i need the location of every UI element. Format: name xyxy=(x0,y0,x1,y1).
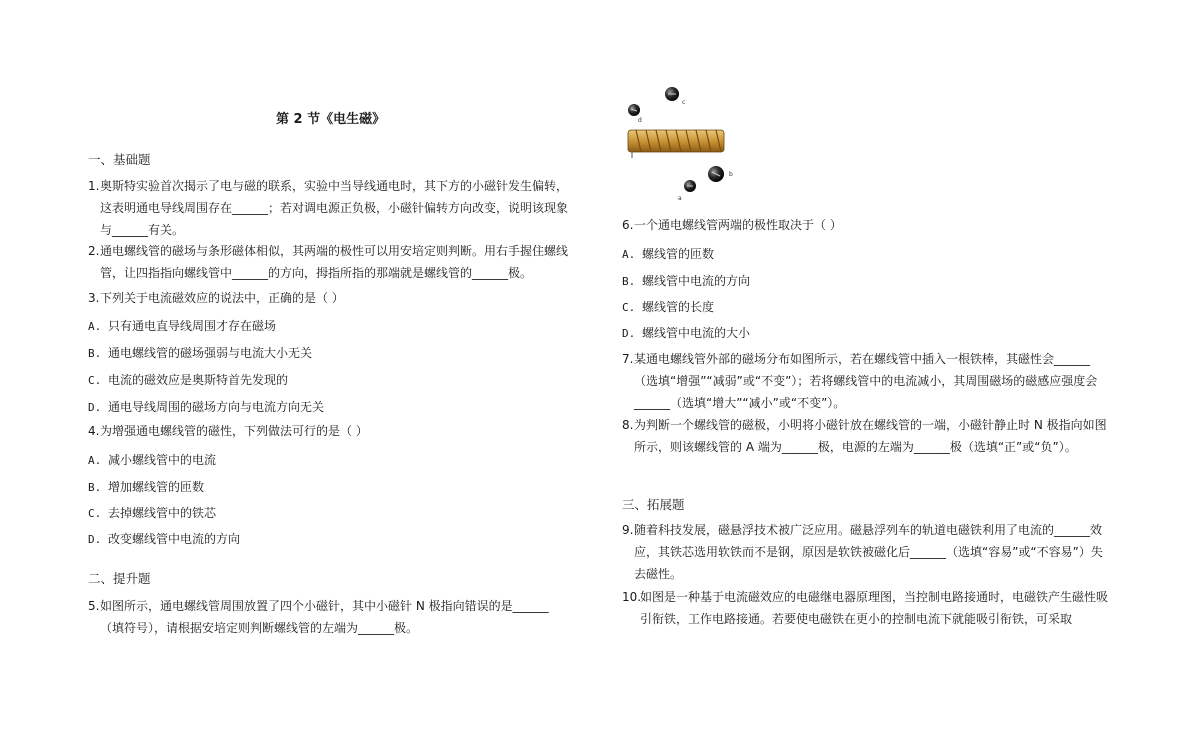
option-b: B. 增加螺线管的匝数 xyxy=(88,480,205,494)
question-text: 如图是一种基于电流磁效应的电磁继电器原理图，当控制电路接通时，电磁铁产生磁性吸引衔铁，工作电路接通。若要使电磁铁在更小的控制电流下就能吸引衔铁，可采取 xyxy=(640,590,1109,626)
question-6 xyxy=(622,214,1112,236)
question-8 xyxy=(622,414,1112,458)
page-title: 第 2 节《电生磁》 xyxy=(276,112,386,127)
question-text: 奥斯特实验首次揭示了电与磁的联系，实验中当导线通电时，其下方的小磁针发生偏转，这表明通电导线周围存在______；若对调电源正负极，小磁针偏转方向改变，说明该现象与______有关。 xyxy=(100,179,569,237)
question-7 xyxy=(622,348,1112,414)
solenoid-figure xyxy=(622,82,752,202)
question-number: 10. xyxy=(622,590,642,604)
question-number: 3. xyxy=(88,291,100,305)
option-c: C. 螺线管的长度 xyxy=(622,300,715,314)
question-number: 9. xyxy=(622,523,634,537)
needle-label-b: b xyxy=(729,171,733,178)
question-text: 如图所示，通电螺线管周围放置了四个小磁针，其中小磁针 N 极指向错误的是______（填符号），请根据安培定则判断螺线管的左端为______极。 xyxy=(100,599,549,635)
option-d: D. 螺线管中电流的大小 xyxy=(622,326,751,340)
question-number: 2. xyxy=(88,244,100,258)
option-d: D. 改变螺线管中电流的方向 xyxy=(88,532,241,546)
compass-needle-a xyxy=(678,180,696,202)
question-number: 1. xyxy=(88,179,100,193)
question-4 xyxy=(88,420,568,442)
question-number: 7. xyxy=(622,352,634,366)
section-extended: 三、拓展题 xyxy=(622,497,685,512)
question-text: 随着科技发展，磁悬浮技术被广泛应用。磁悬浮列车的轨道电磁铁利用了电流的______效应，其铁芯选用软铁而不是钢，原因是软铁被磁化后______（选填“容易”或“不容易”）失去磁性。 xyxy=(634,523,1103,581)
question-9 xyxy=(622,519,1112,585)
question-text: 下列关于电流磁效应的说法中，正确的是（ ） xyxy=(100,291,344,305)
question-text: 某通电螺线管外部的磁场分布如图所示，若在螺线管中插入一根铁棒，其磁性会______（选填“增强”“减弱”或“不变”）；若将螺线管中的电流减小，其周围磁场的磁感应强度会______（选填“增大”“减小”或“不变”）。 xyxy=(634,352,1098,410)
question-number: 4. xyxy=(88,424,100,438)
compass-needle-c xyxy=(665,87,685,106)
option-c: C. 电流的磁效应是奥斯特首先发现的 xyxy=(88,373,289,387)
option-d: D. 通电导线周围的磁场方向与电流方向无关 xyxy=(88,400,325,414)
question-2 xyxy=(88,240,568,284)
option-c: C. 去掉螺线管中的铁芯 xyxy=(88,506,217,520)
question-text: 为判断一个螺线管的磁极，小明将小磁针放在螺线管的一端，小磁针静止时 N 极指向如图所示，则该螺线管的 A 端为______极，电源的左端为______极（选填“正”或“负”）。 xyxy=(634,418,1107,454)
question-1 xyxy=(88,175,568,241)
compass-needle-d xyxy=(628,104,642,124)
question-text: 一个通电螺线管两端的极性取决于（ ） xyxy=(634,218,842,232)
question-number: 6. xyxy=(622,218,634,232)
section-advanced: 二、提升题 xyxy=(88,571,151,586)
option-b: B. 通电螺线管的磁场强弱与电流大小无关 xyxy=(88,346,313,360)
option-a: A. 减小螺线管中的电流 xyxy=(88,453,217,467)
question-5 xyxy=(88,595,568,639)
question-number: 8. xyxy=(622,418,634,432)
question-text: 通电螺线管的磁场与条形磁体相似，其两端的极性可以用安培定则判断。用右手握住螺线管，让四指指向螺线管中______的方向，拇指所指的那端就是螺线管的______极。 xyxy=(100,244,569,280)
option-a: A. 只有通电直导线周围才存在磁场 xyxy=(88,319,277,333)
section-basic: 一、基础题 xyxy=(88,152,151,167)
needle-label-c: c xyxy=(682,99,686,106)
needle-label-a: a xyxy=(678,195,682,202)
needle-label-d: d xyxy=(638,117,642,124)
question-number: 5. xyxy=(88,599,100,613)
compass-needle-b xyxy=(708,166,733,182)
question-text: 为增强通电螺线管的磁性，下列做法可行的是（ ） xyxy=(100,424,368,438)
option-a: A. 螺线管的匝数 xyxy=(622,247,715,261)
solenoid-coil xyxy=(628,130,724,158)
option-b: B. 螺线管中电流的方向 xyxy=(622,274,751,288)
question-10 xyxy=(622,586,1112,630)
question-3 xyxy=(88,287,568,309)
